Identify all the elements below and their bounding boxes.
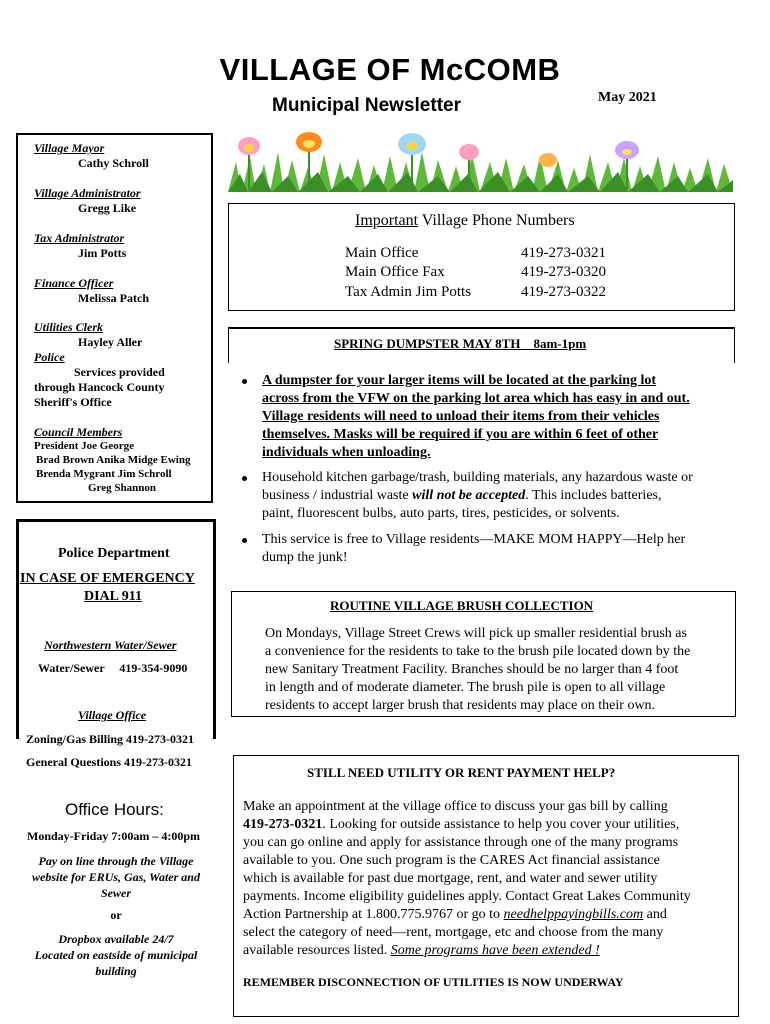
police-line1: Services provided: [74, 365, 165, 379]
council-line1: President Joe George: [34, 440, 134, 452]
phone-label-2: Tax Admin Jim Potts: [345, 284, 472, 300]
phone-number-2: 419-273-0322: [521, 284, 606, 300]
newsletter-title: VILLAGE OF McCOMB: [219, 52, 561, 87]
police-heading: Police Department: [58, 546, 170, 561]
police-label: Police: [34, 350, 65, 364]
utility-website-link[interactable]: needhelppayingbills.com: [503, 907, 644, 922]
drop-line2: Located on eastside of municipal: [34, 948, 198, 962]
bullet-icon: [242, 538, 247, 543]
utility-line2b: . Looking for outside assistance to help you cover your utilities,: [322, 817, 680, 832]
pay-online-text: [16, 853, 216, 901]
utility-line6: payments. Income eligibility guidelines apply. Contact Great Lakes Community: [243, 889, 691, 904]
b2-line2: [262, 487, 693, 505]
utility-footer: REMEMBER DISCONNECTION OF UTILITIES IS NOW UNDERWAY: [243, 975, 624, 989]
admin-label: Village Administrator: [34, 186, 141, 200]
council-line2: Brad Brown Anika Midge Ewing: [36, 454, 191, 466]
dumpster-bullet-3: [262, 531, 685, 567]
b2-line1: Household kitchen garbage/trash, building materials, any hazardous waste or: [262, 470, 693, 485]
water-line: Water/Sewer 419-354-9090: [38, 661, 188, 675]
utility-line1: Make an appointment at the village office to discuss your gas bill by calling: [243, 799, 668, 814]
brush-line1: On Mondays, Village Street Crews will pick up smaller residential brush as: [265, 626, 687, 641]
brush-line3: new Sanitary Treatment Facility. Branches should be no larger than 4 foot: [265, 662, 679, 677]
finance-name: Melissa Patch: [78, 291, 149, 305]
brush-line2: a convenience for the residents to take to the brush pile located down by the: [265, 644, 691, 659]
finance-label: Finance Officer: [34, 276, 114, 290]
b1-line2: across from the VFW on the parking lot area which has easy in and out.: [262, 391, 690, 406]
b1-line4: themselves. Masks will be required if you are within 6 feet of other: [262, 427, 659, 442]
phone-number-0: 419-273-0321: [521, 245, 606, 261]
mayor-label: Village Mayor: [34, 141, 105, 155]
utility-line7a: Action Partnership at 1.800.775.9767 or go to: [243, 907, 504, 922]
pay-line3: Sewer: [101, 886, 131, 900]
office-hours-time: Monday-Friday 7:00am – 4:00pm: [27, 829, 200, 843]
b2-line2b: will not be accepted: [412, 488, 526, 503]
brush-text: [265, 625, 690, 715]
office-hours-heading: Office Hours:: [65, 800, 164, 819]
phone-number-1: 419-273-0320: [521, 264, 606, 280]
phone-heading-bold: Important: [355, 212, 419, 229]
flowers-banner-image: [228, 132, 733, 192]
zoning-line: Zoning/Gas Billing 419-273-0321: [26, 732, 195, 746]
b1-line1: A dumpster for your larger items will be located at the parking lot: [262, 373, 657, 388]
utility-line9a: available resources listed.: [243, 943, 391, 958]
officials-box: [16, 133, 213, 503]
water-label: Northwestern Water/Sewer: [44, 638, 177, 652]
dumpster-bullet-2: [262, 469, 693, 523]
newsletter-subtitle: Municipal Newsletter: [272, 95, 461, 116]
b3-line2: dump the junk!: [262, 550, 348, 565]
utility-line9: [243, 942, 691, 960]
dropbox-text: [16, 931, 216, 979]
pay-line1: Pay on line through the Village: [38, 854, 194, 868]
council-label: Council Members: [34, 425, 123, 439]
mayor-name: Cathy Schroll: [78, 156, 149, 170]
b2-line2a: business / industrial waste: [262, 488, 413, 503]
phone-label-1: Main Office Fax: [345, 264, 445, 280]
b2-line2c: . This includes batteries,: [525, 488, 662, 503]
emergency-line1: IN CASE OF EMERGENCY: [20, 571, 195, 586]
brush-heading: ROUTINE VILLAGE BRUSH COLLECTION: [330, 598, 594, 613]
police-line2: through Hancock County: [34, 380, 165, 394]
b1-line3: Village residents will need to unload their items from their vehicles: [262, 409, 660, 424]
dumpster-bullet-1: [262, 372, 690, 462]
dumpster-heading: SPRING DUMPSTER MAY 8TH 8am-1pm: [334, 336, 587, 351]
utility-heading: STILL NEED UTILITY OR RENT PAYMENT HELP?: [307, 765, 616, 780]
utilities-label: Utilities Clerk: [34, 320, 103, 334]
bullet-icon: [242, 379, 247, 384]
utility-line7: [243, 906, 691, 924]
or-text: or: [110, 908, 122, 922]
b3-line1: This service is free to Village residents—MAKE MOM HAPPY—Help her: [262, 532, 686, 547]
utility-line7c: and: [643, 907, 667, 922]
phone-label-0: Main Office: [345, 245, 419, 261]
emergency-line2: DIAL 911: [84, 589, 142, 604]
drop-line3: building: [95, 964, 137, 978]
brush-line5: residents to accept larger brush that residents may place on their own.: [265, 698, 656, 713]
police-line3: Sheriff's Office: [34, 395, 112, 409]
utility-line8: select the category of need—rent, mortgage, etc and choose from the many: [243, 925, 664, 940]
utility-text: [243, 798, 691, 960]
council-line3: Brenda Mygrant Jim Schroll: [36, 468, 172, 480]
tax-name: Jim Potts: [78, 246, 127, 260]
utility-phone: 419-273-0321: [243, 817, 323, 832]
brush-line4: in length and of moderate diameter. The brush pile is open to all village: [265, 680, 666, 695]
utility-line5: which is available for past due mortgage, rent, and water and sewer utility: [243, 871, 658, 886]
phone-heading-rest: Village Phone Numbers: [418, 212, 575, 229]
utilities-name: Hayley Aller: [78, 335, 143, 349]
utility-line3: you can go online and apply for assistance through one of the many programs: [243, 835, 679, 850]
utility-line2: [243, 816, 691, 834]
bullet-icon: [242, 476, 247, 481]
issue-date: May 2021: [598, 90, 657, 105]
tax-label: Tax Administrator: [34, 231, 125, 245]
council-line4: Greg Shannon: [88, 482, 156, 494]
drop-line1: Dropbox available 24/7: [58, 932, 174, 946]
utility-line4: available to you. One such program is the CARES Act financial assistance: [243, 853, 660, 868]
b1-line5: individuals when unloading.: [262, 445, 431, 460]
utility-line9b: Some programs have been extended !: [390, 943, 600, 958]
office-label: Village Office: [78, 708, 147, 722]
phone-heading: [355, 212, 575, 230]
b2-line3: paint, fluorescent bulbs, auto parts, tires, pesticides, or solvents.: [262, 506, 620, 521]
phone-numbers-box: [228, 203, 735, 311]
pay-line2: website for ERUs, Gas, Water and: [32, 870, 200, 884]
admin-name: Gregg Like: [78, 201, 137, 215]
general-line: General Questions 419-273-0321: [26, 755, 192, 769]
